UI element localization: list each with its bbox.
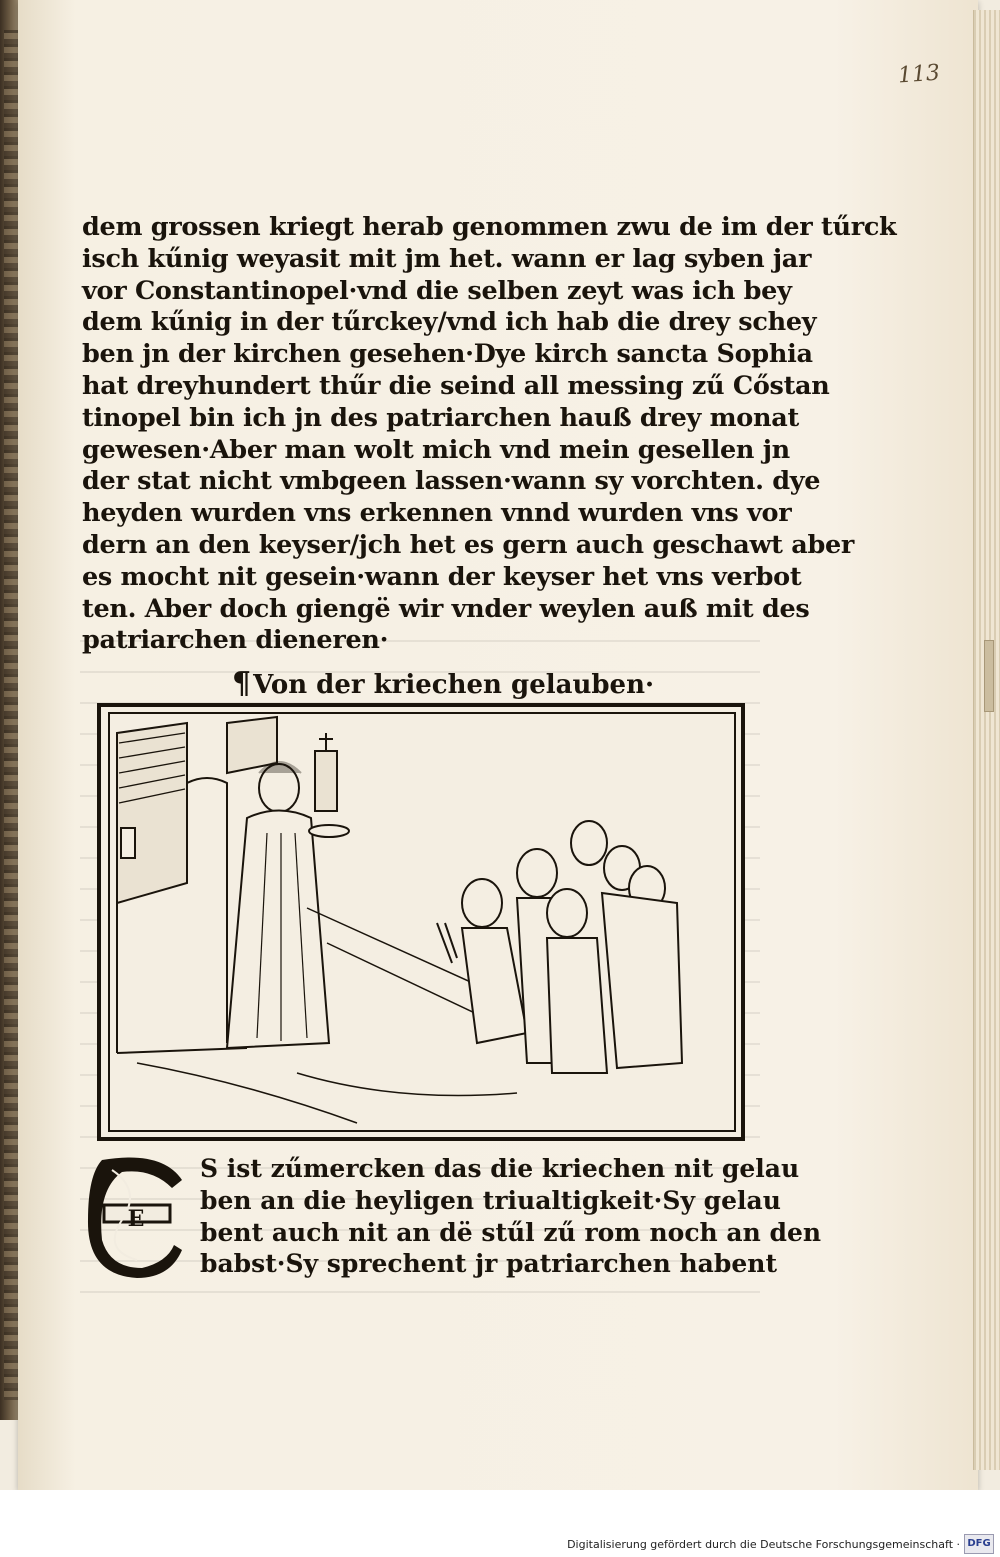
body-line: S ist zűmercken das die kriechen nit gelau <box>200 1154 800 1183</box>
dfg-logo: DFG <box>964 1534 994 1554</box>
section-heading <box>232 666 654 701</box>
body-line: babst·Sy sprechent jr patriarchen habent <box>200 1249 777 1279</box>
text-line: patriarchen dieneren· <box>82 625 389 656</box>
pilcrow-icon: ¶ <box>232 666 252 701</box>
text-line: vor Constantinopel·vnd die selben zeyt was ich bey <box>82 275 792 306</box>
body-text-block <box>200 1152 822 1279</box>
text-line: hat dreyhundert thűr die seind all messing zű Cőstan <box>82 370 830 401</box>
text-line: dem grossen kriegt herab genommen zwu de im der tűrck <box>82 212 897 242</box>
woodcut-illustration <box>97 703 745 1141</box>
text-line: tinopel bin ich jn des patriarchen hauß drey monat <box>82 402 799 433</box>
page-edges <box>973 10 1000 1470</box>
text-line: dern an den keyser/jch het es gern auch geschawt aber <box>82 529 855 560</box>
text-line: isch kűnig weyasit mit jm het. wann er lag syben jar <box>82 243 812 274</box>
section-heading-text: Von der kriechen gelauben· <box>253 670 655 700</box>
main-text-block <box>82 212 897 657</box>
text-line: heyden wurden vns erkennen vnnd wurden vns vor <box>82 498 792 529</box>
text-line: es mocht nit gesein·wann der keyser het vns verbot <box>82 561 802 592</box>
page-tab-marker <box>984 640 994 712</box>
footer-credit: Digitalisierung gefördert durch die Deutsche Forschungsgemeinschaft · <box>567 1538 960 1551</box>
body-line: bent auch nit an dë stűl zű rom noch an den <box>200 1217 822 1247</box>
body-line: ben an die heyligen triualtigkeit·Sy gelau <box>200 1185 781 1215</box>
text-line: gewesen·Aber man wolt mich vnd mein gesellen jn <box>82 434 790 465</box>
folio-number: 113 <box>897 60 941 89</box>
text-line: der stat nicht vmbgeen lassen·wann sy vorchten. dye <box>82 466 821 497</box>
text-line: dem kűnig in der tűrckey/vnd ich hab die drey schey <box>82 307 817 338</box>
text-line: ben jn der kirchen gesehen·Dye kirch sancta Sophia <box>82 339 813 370</box>
text-line: ten. Aber doch giengë wir vnder weylen auß mit des <box>82 593 810 624</box>
decorated-initial <box>82 1150 190 1280</box>
initial-letter: E <box>127 1206 145 1232</box>
